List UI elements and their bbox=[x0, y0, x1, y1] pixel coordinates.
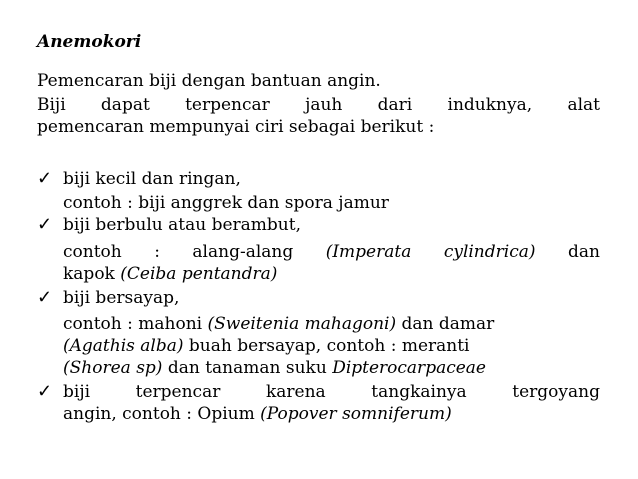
example-species: (Sweitenia mahagoni) bbox=[207, 314, 397, 334]
bullet-3-example-line-1 bbox=[63, 314, 494, 334]
bullet-3-example-line-2 bbox=[63, 336, 470, 356]
intro-line-1: Pemencaran biji dengan bantuan angin. bbox=[37, 71, 381, 91]
example-word: dan bbox=[567, 242, 600, 262]
example-text: dan damar bbox=[396, 314, 495, 334]
head-word: tangkainya bbox=[371, 382, 467, 402]
bullet-4-line-2 bbox=[63, 404, 452, 424]
check-icon: ✓ bbox=[37, 381, 53, 402]
example-text: angin, contoh : Opium bbox=[63, 404, 261, 424]
bullet-1-head: biji kecil dan ringan, bbox=[63, 169, 241, 189]
slide-title: Anemokori bbox=[37, 32, 142, 52]
head-word: terpencar bbox=[135, 382, 221, 402]
example-text: contoh : mahoni bbox=[63, 314, 208, 334]
head-word: biji bbox=[63, 382, 91, 402]
example-word: : bbox=[154, 242, 160, 262]
example-species: (Popover somniferum) bbox=[260, 404, 452, 424]
bullet-2-example-line-2 bbox=[63, 264, 277, 284]
intro-word: Biji bbox=[37, 95, 66, 115]
bullet-3-head: biji bersayap, bbox=[63, 288, 180, 308]
intro-word: alat bbox=[567, 95, 600, 115]
intro-word: induknya, bbox=[447, 95, 533, 115]
head-word: tergoyang bbox=[512, 382, 600, 402]
example-text: buah bersayap, contoh : meranti bbox=[183, 336, 470, 356]
intro-word: dari bbox=[377, 95, 413, 115]
example-text: kapok bbox=[63, 264, 121, 284]
bullet-1-example: contoh : biji anggrek dan spora jamur bbox=[63, 193, 389, 213]
example-family: Dipterocarpaceae bbox=[332, 358, 486, 378]
intro-word: jauh bbox=[305, 95, 343, 115]
bullet-2-head: biji berbulu atau berambut, bbox=[63, 215, 301, 235]
check-icon: ✓ bbox=[37, 287, 53, 308]
intro-word: dapat bbox=[100, 95, 150, 115]
bullet-4-head bbox=[63, 382, 600, 402]
example-text: dan tanaman suku bbox=[162, 358, 333, 378]
bullet-3-example-line-3 bbox=[63, 358, 486, 378]
check-icon: ✓ bbox=[37, 168, 53, 189]
example-word-italic: (Imperata bbox=[325, 242, 412, 262]
check-icon: ✓ bbox=[37, 214, 53, 235]
intro-line-2 bbox=[37, 95, 600, 115]
bullet-2-example-line-1 bbox=[63, 242, 600, 262]
example-species: (Ceiba pentandra) bbox=[120, 264, 278, 284]
example-word-italic: cylindrica) bbox=[443, 242, 536, 262]
intro-line-3: pemencaran mempunyai ciri sebagai berikut : bbox=[37, 117, 435, 137]
head-word: karena bbox=[265, 382, 326, 402]
example-word: alang-alang bbox=[192, 242, 294, 262]
example-species: (Shorea sp) bbox=[63, 358, 163, 378]
example-word: contoh bbox=[63, 242, 122, 262]
intro-word: terpencar bbox=[185, 95, 270, 115]
example-species: (Agathis alba) bbox=[63, 336, 184, 356]
